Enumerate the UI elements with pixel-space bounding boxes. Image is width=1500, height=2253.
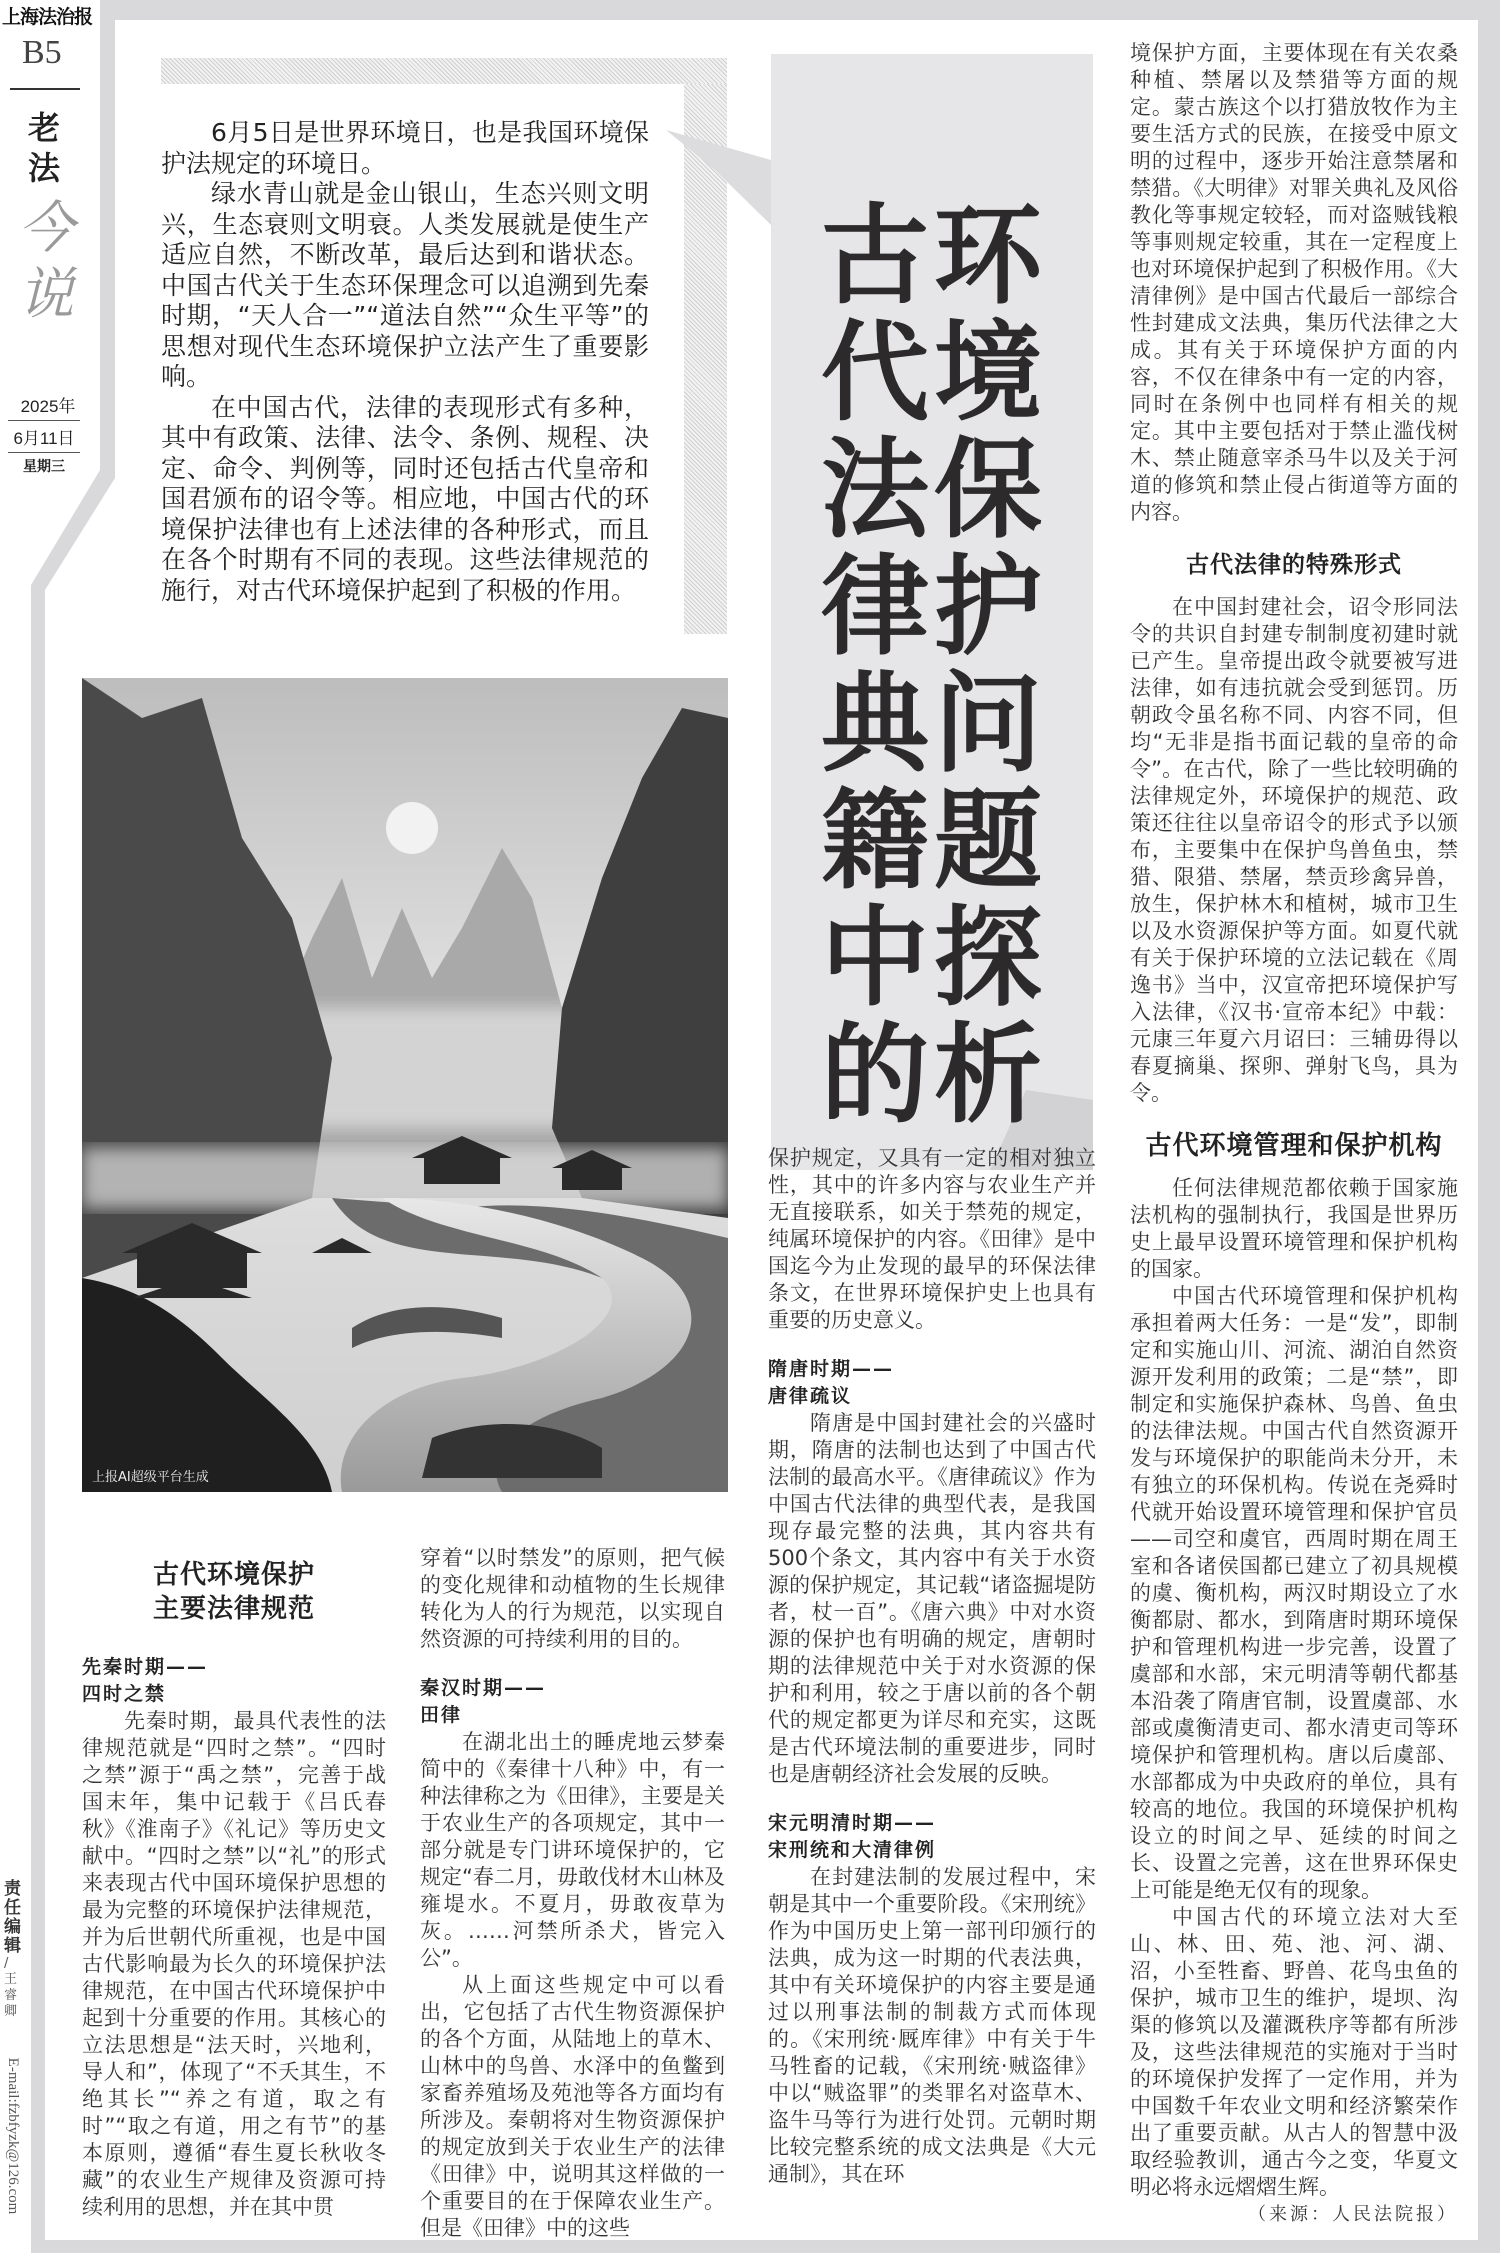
headline-char: 律 <box>820 544 929 670</box>
article-column-3 <box>768 1145 1096 2188</box>
section-title <box>82 1558 386 1626</box>
period-heading: 秦汉时期—— <box>420 1677 547 1699</box>
body-paragraph: 在湖北出土的睡虎地云梦秦简中的《秦律十八种》中，有一种法律称之为《田律》，主要是关于农业生产的各项规定，其中一部分就是专门讲环境保护的，它规定“春二月，毋敢伐材木山林及雍堤水。不夏月，毋敢夜草为灰。……河禁所杀犬，皆完入公”。 <box>420 1730 725 1970</box>
body-paragraph: 在封建法制的发展过程中，宋朝是其中一个重要阶段。《宋刑统》作为中国历史上第一部刊印颁行的法典，成为这一时期的代表法典，其中有关环境保护的内容主要是通过以刑事法制的制裁方式而体现的。《宋刑统·厩库律》中有关于牛马牲畜的记载，《宋刑统·贼盗律》中以“贼盗罪”的类罪名对盗草木、盗牛马等行为进行处罚。元朝时期比较完整系统的成文法典是《大元通制》，其在环 <box>768 1865 1096 2186</box>
headline-char: 籍 <box>820 778 929 904</box>
date-year: 2025年 <box>20 397 76 416</box>
headline-text <box>928 193 1048 1138</box>
headline-char: 的 <box>820 1012 929 1138</box>
column-name-laofa: 老法 <box>27 109 60 187</box>
headline-char: 代 <box>820 310 929 436</box>
editor-label: 责 任 编 辑 <box>4 1879 21 1956</box>
headline-char: 析 <box>933 1012 1042 1138</box>
body-paragraph: 隋唐是中国封建社会的兴盛时期，隋唐的法制也达到了中国古代法制的最高水平。《唐律疏议》作为中国古代法律的典型代表，是我国现存最完整的法典，其内容共有500个条文，其内容中有关于水资源的保护规定，其记载“诸盗掘堤防者，杖一百”。《唐六典》中对水资源的保护也有明确的规定，唐朝时期的法律规范中关于对水资源的保护和利用，较之于唐以前的各个朝代的规定都更为详尽和充实，这既是古代环境法制的重要进步，同时也是唐朝经济社会发展的反映。 <box>768 1411 1096 1786</box>
article-column-2 <box>420 1545 725 2242</box>
paper-masthead: 上海法治报 <box>2 6 93 28</box>
law-heading: 唐律疏议 <box>768 1385 853 1407</box>
section-title: 古代环境管理和保护机构 <box>1145 1131 1443 1161</box>
headline-char: 护 <box>933 544 1042 670</box>
speech-pointer <box>660 120 775 230</box>
body-paragraph: 穿着“以时禁发”的原则，把气候的变化规律和动植物的生长规律转化为人的行为规范，以实现自然资源的可持续利用的目的。 <box>420 1546 725 1651</box>
headline-char: 问 <box>933 661 1042 787</box>
body-paragraph: 中国古代环境管理和保护机构承担着两大任务：一是“发”，即制定和实施山川、河流、湖泊自然资源开发利用的政策；二是“禁”，即制定和实施保护森林、鸟兽、鱼虫的法律法规。中国古代自然资源开发与环境保护的职能尚未分开，未有独立的环保机构。传说在尧舜时代就开始设置环境管理和保护官员——司空和虞官，西周时期在周王室和各诸侯国都已建立了初具规模的虞、衡机构，两汉时期设立了水衡都尉、都水，到隋唐时期环境保护和管理机构进一步完善，设置了虞部和水部，宋元明清等朝代都基本沿袭了隋唐官制，设置虞部、水部或虞衡清吏司、都水清吏司等环境保护和管理机构。唐以后虞部、水部都成为中央政府的单位，具有较高的地位。我国的环境保护机构设立的时间之早、延续的时间之长、设置之完善，这在世界环保史上可能是绝无仅有的现象。 <box>1130 1284 1458 1902</box>
weekday: 星期三 <box>23 459 65 475</box>
headline-text <box>815 193 935 1138</box>
headline-char: 环 <box>933 193 1042 319</box>
headline-line-2 <box>815 193 935 1138</box>
photo-caption: 上报AI超级平台生成 <box>92 1470 209 1485</box>
intro-paragraph: 6月5日是世界环境日，也是我国环境保护法规定的环境日。 <box>161 118 649 178</box>
divider <box>10 88 80 90</box>
headline-char: 法 <box>820 427 929 553</box>
body-paragraph: 在中国封建社会，诏令形同法令的共识自封建专制制度初建时就已产生。皇帝提出政令就要被写进法律，如有违抗就会受到惩罚。历朝政令虽名称不同、内容不同，但均“无非是指书面记载的皇帝的命令”。在古代，除了一些比较明确的法律规定外，环境保护的规范、政策还往往以皇帝诏令的形式予以颁布，主要集中在保护鸟兽鱼虫，禁猎、限猎、禁屠，禁贡珍禽异兽，放生，保护林木和植树，城市卫生以及水资源保护等方面。如夏代就有关于保护环境的立法记载在《周逸书》当中，汉宣帝把环境保护写入法律，《汉书·宣帝本纪》中载：元康三年夏六月诏曰：三辅毋得以春夏摘巢、探卵、弹射飞鸟，具为令。 <box>1130 595 1458 1105</box>
article-source: （来源：人民法院报） <box>1248 2204 1458 2225</box>
editor-name: / 王 睿 卿 <box>4 1956 18 2019</box>
intro-paragraph: 绿水青山就是金山银山，生态兴则文明兴，生态衰则文明衰。人类发展就是使生产适应自然，不断改革，最后达到和谐状态。中国古代关于生态环保理念可以追溯到先秦时期，“天人合一”“道法自然”“众生平等”的思想对现代生态环境保护立法产生了重要影响。 <box>161 179 649 391</box>
editor-credit <box>4 1880 26 2020</box>
page-number: B5 <box>22 34 62 71</box>
section-title-line: 古代环境保护 <box>152 1560 315 1590</box>
body-paragraph: 中国古代的环境立法对大至山、林、田、苑、池、河、湖、沼，小至牲畜、野兽、花鸟虫鱼的保护，城市卫生的维护，堤坝、沟渠的修筑以及灌溉秩序等都有所涉及，这些法律规范的实施对于当时的环境保护发挥了一定作用，并为中国数千年农业文明和经济繁荣作出了重要贡献。从古人的智慧中汲取经验教训，通古今之变，华夏文明必将永远熠熠生辉。 <box>1130 1905 1458 2199</box>
intro-text <box>161 118 649 606</box>
headline-char: 题 <box>933 778 1042 904</box>
intro-paragraph: 在中国古代，法律的表现形式有多种，其中有政策、法律、法令、条例、规程、决定、命令、判例等，同时还包括古代皇帝和国君颁布的诏令等。相应地，中国古代的环境保护法律也有上述法律的各种形式，而且在各个时期有不同的表现。这些法律规范的施行，对古代环境保护起到了积极的作用。 <box>161 392 649 605</box>
section-title-line: 主要法律规范 <box>152 1594 315 1624</box>
column-name-jinshuo: 今说 <box>18 196 74 327</box>
period-heading: 宋元明清时期—— <box>768 1812 937 1834</box>
headline-line-1 <box>928 193 1048 1138</box>
intro-box-frame <box>161 58 727 84</box>
body-paragraph: 先秦时期，最具代表性的法律规范就是“四时之禁”。“四时之禁”源于“禹之禁”，完善于战国末年，集中记载于《吕氏春秋》《淮南子》《礼记》等历史文献中。“四时之禁”以“礼”的形式来表现古代中国环境保护思想的最为完整的环境保护法律规范，并为后世朝代所重视，也是中国古代影响最为长久的环境保护法律规范，在中国古代环境保护中起到十分重要的作用。其核心的立法思想是“法天时，兴地利，导人和”，体现了“不夭其生，不绝其长”“养之有道，取之有时”“取之有道，用之有节”的基本原则，遵循“春生夏长秋收冬藏”的农业生产规律及资源可持续利用的思想，并在其中贯 <box>82 1709 386 2219</box>
article-column-4 <box>1130 40 1458 2228</box>
body-paragraph: 保护规定，又具有一定的相对独立性，其中的许多内容与农业生产并无直接联系，如关于禁苑的规定，纯属环境保护的内容。《田律》是中国迄今为止发现的最早的环保法律条文，在世界环境保护史上也具有重要的历史意义。 <box>768 1146 1096 1332</box>
headline-char: 保 <box>933 427 1042 553</box>
headline-char: 中 <box>820 895 929 1021</box>
body-paragraph: 境保护方面，主要体现在有关农桑种植、禁屠以及禁猎等方面的规定。蒙古族这个以打猎放牧作为主要生活方式的民族，在接受中原文明的过程中，逐步开始注意禁屠和禁猎。《大明律》对罪关典礼及风俗教化等事规定较轻，而对盗贼钱粮等事则规定较重，其在一定程度上也对环境保护起到了积极作用。《大清律例》是中国古代最后一部综合性封建成文法典，集历代法律之大成。其有关于环境保护方面的内容，不仅在律条中有一定的内容，同时在条例中也同样有相关的规定。其中主要包括对于禁止滥伐树木、禁止随意宰杀马牛以及关于河道的修筑和禁止侵占街道等方面的内容。 <box>1130 41 1458 524</box>
law-heading: 四时之禁 <box>82 1683 167 1705</box>
law-heading: 宋刑统和大清律例 <box>768 1839 937 1861</box>
period-heading: 先秦时期—— <box>82 1656 209 1678</box>
law-heading: 田律 <box>420 1704 463 1726</box>
landscape-photo <box>82 678 728 1492</box>
period-heading: 隋唐时期—— <box>768 1358 895 1380</box>
date-day: 6月11日 <box>13 429 75 448</box>
body-paragraph: 任何法律规范都依赖于国家施法机构的强制执行，我国是世界历史上最早设置环境管理和保护机构的国家。 <box>1130 1176 1458 1281</box>
divider <box>8 420 80 421</box>
headline-char: 典 <box>820 661 929 787</box>
headline-char: 探 <box>933 895 1042 1021</box>
editor-email: E-mail:fzbfyzk@126.com <box>5 2057 21 2215</box>
article-column-1 <box>82 1558 386 2221</box>
section-title: 古代法律的特殊形式 <box>1186 552 1402 578</box>
headline-char: 古 <box>820 193 929 319</box>
divider <box>8 452 80 453</box>
body-paragraph: 从上面这些规定中可以看出，它包括了古代生物资源保护的各个方面，从陆地上的草木、山林中的鸟兽、水泽中的鱼鳖到家畜养殖场及苑池等各方面均有所涉及。秦朝将对生物资源保护的规定放到关于农业生产的法律《田律》中，说明其这样做的一个重要目的在于保障农业生产。但是《田律》中的这些 <box>420 1973 725 2240</box>
headline-char: 境 <box>933 310 1042 436</box>
